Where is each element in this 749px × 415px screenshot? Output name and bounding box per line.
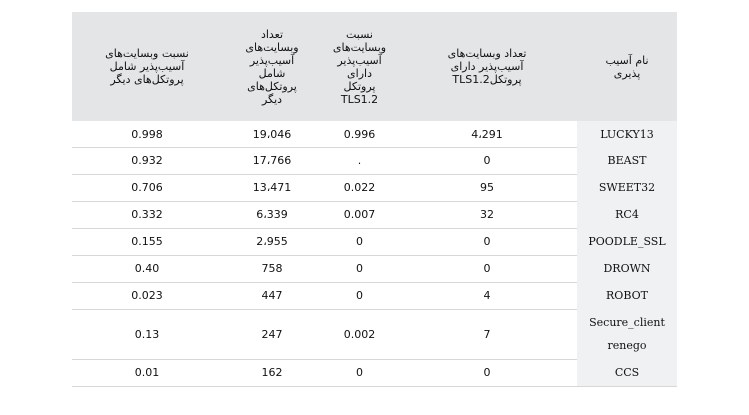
- header-count-tls12: تعداد وبسایت‌های آسیب‌پذیر دارای پروتکلTLS1.2: [397, 12, 577, 121]
- vuln-name: POODLE_SSL: [588, 235, 666, 248]
- ratio-tls12-cell: 0.007: [343, 208, 376, 221]
- table-row: [72, 147, 677, 175]
- count-tls12-cell: 95: [480, 181, 494, 194]
- vuln-name: DROWN: [603, 262, 651, 275]
- vuln-name-cell: [577, 255, 677, 282]
- table-row: [72, 174, 677, 202]
- ratio-tls12-cell: .: [357, 154, 362, 167]
- count-other-cell: 247: [261, 327, 283, 341]
- ratio-other-cell: 0.932: [131, 154, 163, 167]
- ratio-other-cell: 0.998: [131, 127, 163, 141]
- count-other-cell: 13،471: [252, 181, 292, 194]
- count-tls12-cell: 7: [483, 327, 491, 341]
- table-row: [72, 255, 677, 283]
- count-other-cell: 17،766: [252, 154, 292, 167]
- ratio-tls12-cell: 0: [356, 289, 363, 302]
- count-other-cell: 162: [261, 366, 283, 379]
- ratio-other-cell: 0.155: [131, 235, 163, 248]
- count-other-cell: 19،046: [252, 127, 292, 141]
- table-row: [72, 309, 677, 360]
- ratio-other-cell: 0.13: [134, 327, 160, 341]
- vuln-name: LUCKY13: [600, 127, 654, 141]
- table-row: [72, 121, 677, 148]
- ratio-other-cell: 0.40: [134, 262, 160, 275]
- vuln-name: ROBOT: [606, 289, 648, 302]
- header-count-other: تعداد وبسایت‌های آسیب‌پذیر شامل پروتکل‌های دیگر: [222, 12, 322, 121]
- ratio-tls12-cell: 0.002: [343, 327, 376, 341]
- header-ratio-other: نسبت وبسایت‌های آسیب‌پذیر شامل پروتکل‌های دیگر: [72, 12, 222, 121]
- header-ratio-tls12: نسبت وبسایت‌های آسیب‌پذیر دارای پروتکل TLS1.2: [322, 12, 397, 121]
- vuln-name-cell: [577, 147, 677, 174]
- ratio-tls12-cell: 0: [356, 366, 363, 379]
- vuln-name: BEAST: [607, 154, 647, 167]
- ratio-tls12-cell: 0: [356, 262, 363, 275]
- count-tls12-cell: 4: [483, 289, 491, 302]
- table-row: [72, 359, 677, 387]
- vuln-name: Secure_client: [589, 316, 665, 329]
- count-other-cell: 2،955: [256, 235, 288, 248]
- ratio-tls12-cell: 0.996: [343, 127, 376, 141]
- count-tls12-cell: 0: [483, 154, 491, 167]
- count-tls12-cell: 4،291: [471, 127, 503, 141]
- count-tls12-cell: 0: [483, 235, 491, 248]
- table-row: [72, 201, 677, 229]
- table-row: [72, 228, 677, 256]
- ratio-other-cell: 0.01: [134, 366, 160, 379]
- vuln-name: CCS: [614, 366, 640, 379]
- ratio-tls12-cell: 0.022: [343, 181, 376, 194]
- count-tls12-cell: 0: [483, 262, 491, 275]
- ratio-tls12-cell: 0: [356, 235, 363, 248]
- vuln-name-line2: renego: [607, 339, 647, 352]
- ratio-other-cell: 0.332: [131, 208, 163, 221]
- vuln-name-cell: [577, 228, 677, 255]
- ratio-other-cell: 0.023: [131, 289, 163, 302]
- vuln-name-cell: [577, 359, 677, 386]
- count-tls12-cell: 0: [483, 366, 491, 379]
- count-tls12-cell: 32: [480, 208, 494, 221]
- header-vuln-name: نام آسیب‌ پذیری: [577, 12, 677, 121]
- count-other-cell: 447: [261, 289, 283, 302]
- table-row: [72, 282, 677, 310]
- count-other-cell: 758: [261, 262, 283, 275]
- vuln-name-cell: [577, 201, 677, 228]
- vuln-name-cell: [577, 309, 677, 359]
- vuln-name-cell: [577, 282, 677, 309]
- vuln-name-cell: [577, 174, 677, 201]
- vuln-name: RC4: [615, 208, 639, 221]
- ratio-other-cell: 0.706: [131, 181, 163, 194]
- vuln-name-cell: [577, 121, 677, 147]
- count-other-cell: 6،339: [256, 208, 288, 221]
- vuln-name: SWEET32: [598, 181, 656, 194]
